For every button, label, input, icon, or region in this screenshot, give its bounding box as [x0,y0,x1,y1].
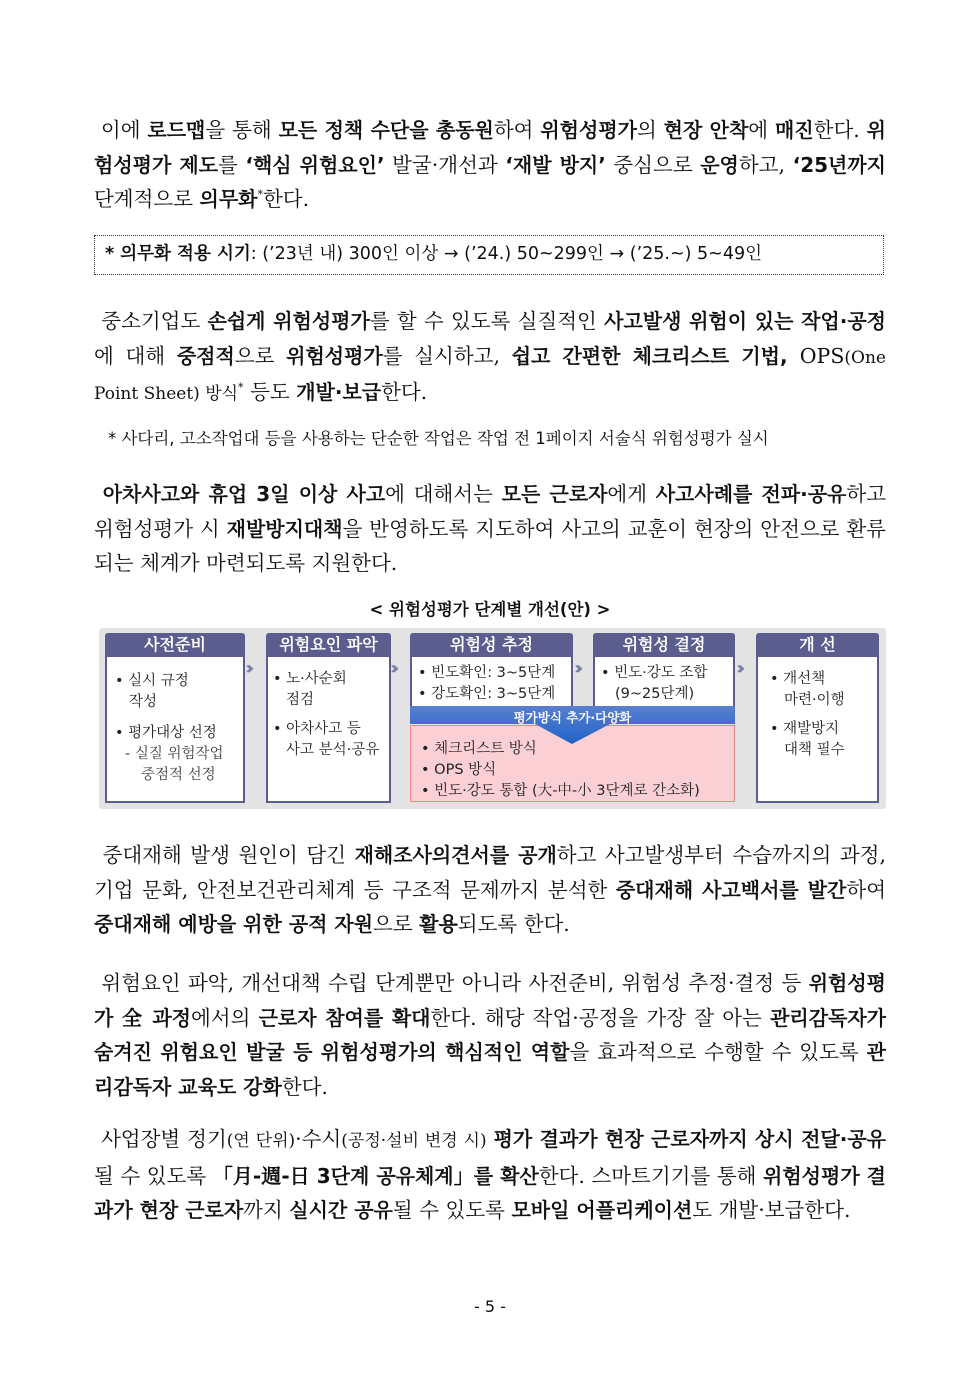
stage-item: • 빈도확인: 3~5단계 [418,665,556,681]
stage-improvement [756,633,879,803]
arrow-label: 평가방식 추가·다양화 [513,710,632,725]
paragraph-sharing-system: 사업장별 정기(연 단위)·수시(공정·설비 변경 시) 평가 결과가 현장 근로자까지 상시 전달·공유될 수 있도록 「月-週-日 3단계 공유체계」를 확산한다. 스마트기기를 통해 위험성평가 결과가 현장 근로자까지 실시간 공유될 수 있도록 모바일 어플리케이션도 개발·보급한다. [94,1127,886,1222]
stage-item: • 개선책 [770,671,826,687]
page-number: - 5 - [474,1297,506,1316]
chevron-right-icon: ››› [390,658,394,679]
stage-title: 개 선 [756,633,879,657]
diagram-caption: < 위험성평가 단계별 개선(안) > [369,600,611,619]
chevron-right-icon: ››› [245,658,249,679]
mandatory-schedule-box: * 의무화 적용 시기: (’23년 내) 300인 이상 → (’24.) 50~299인 → (’25.~) 5~49인 [94,235,884,275]
stage-item: • 재발방지 [770,721,840,737]
paragraph-near-miss: 아차사고와 휴업 3일 이상 사고에 대해서는 모든 근로자에게 사고사례를 전파·공유하고 위험성평가 시 재발방지대책을 반영하도록 지도하여 사고의 교훈이 현장의 안전으로 환류되는 체계가 마련되도록 지원한다. [94,482,886,575]
stage-risk-determination [593,633,735,713]
chevron-right-icon: ››› [736,658,740,679]
improvement-diagram [99,628,886,809]
method-item: • OPS 방식 [421,762,497,778]
stage-item: 점검 [286,692,315,708]
paragraph-roadmap: 이에 로드맵을 통해 모든 정책 수단을 총동원하여 위험성평가의 현장 안착에 매진한다. 위험성평가 제도를 ‘핵심 위험요인’ 발굴·개선과 ‘재발 방지’ 중심으로 운영하고, ‘25년까지 단계적으로 의무화*한다. [94,118,886,211]
chevron-right-icon: ››› [574,658,578,679]
method-item: • 체크리스트 방식 [421,741,537,757]
stage-item: • 빈도·강도 조합 [601,665,708,681]
stage-item: • 아차사고 등 [273,721,361,737]
stage-item: 중점적 선정 [141,767,216,783]
stage-hazard-identification [266,633,391,803]
stage-item: • 노·사순회 [273,671,347,687]
stage-item: 마련·이행 [784,692,845,708]
paragraph-sme: 중소기업도 손쉽게 위험성평가를 할 수 있도록 실질적인 사고발생 위험이 있는 작업·공정에 대해 중점적으로 위험성평가를 실시하고, 쉽고 간편한 체크리스트 기법, OPS(One Point Sheet) 방식* 등도 개발·보급한다. [94,309,886,404]
stage-title: 사전준비 [105,633,245,657]
stage-title: 위험성 결정 [593,633,735,657]
stage-item: (9~25단계) [615,686,695,702]
stage-item: 대책 필수 [784,742,845,758]
stage-item: - 실질 위험작업 [125,746,224,762]
stage-item: 사고 분석·공유 [286,742,380,758]
stage-item: 작성 [129,694,158,710]
stage-item: • 평가대상 선정 [115,725,217,741]
stage-item: • 강도확인: 3~5단계 [418,686,556,702]
stage-risk-estimation [410,633,573,713]
method-item: • 빈도·강도 통합 (大-中-小 3단계로 간소화) [421,783,700,799]
stage-preparation [105,633,245,803]
stage-title: 위험성 추정 [410,633,573,657]
footnote-ladder: * 사다리, 고소작업대 등을 사용하는 단순한 작업은 작업 전 1페이지 서술식 위험성평가 실시 [108,429,769,448]
stage-title: 위험요인 파악 [266,633,391,657]
paragraph-worker-participation: 위험요인 파악, 개선대책 수립 단계뿐만 아니라 사전준비, 위험성 추정·결정 등 위험성평가 全 과정에서의 근로자 참여를 확대한다. 해당 작업·공정을 가장 잘 아는 관리감독자가 숨겨진 위험요인 발굴 등 위험성평가의 핵심적인 역할을 효과적으로 수행할 수 있도록 관리감독자 교육도 강화한다. [94,971,886,1099]
stage-item: • 실시 규정 [115,673,189,689]
paragraph-white-paper: 중대재해 발생 원인이 담긴 재해조사의견서를 공개하고 사고발생부터 수습까지의 과정, 기업 문화, 안전보건관리체계 등 구조적 문제까지 분석한 중대재해 사고백서를 발간하여 중대재해 예방을 위한 공적 자원으로 활용되도록 한다. [94,843,886,936]
